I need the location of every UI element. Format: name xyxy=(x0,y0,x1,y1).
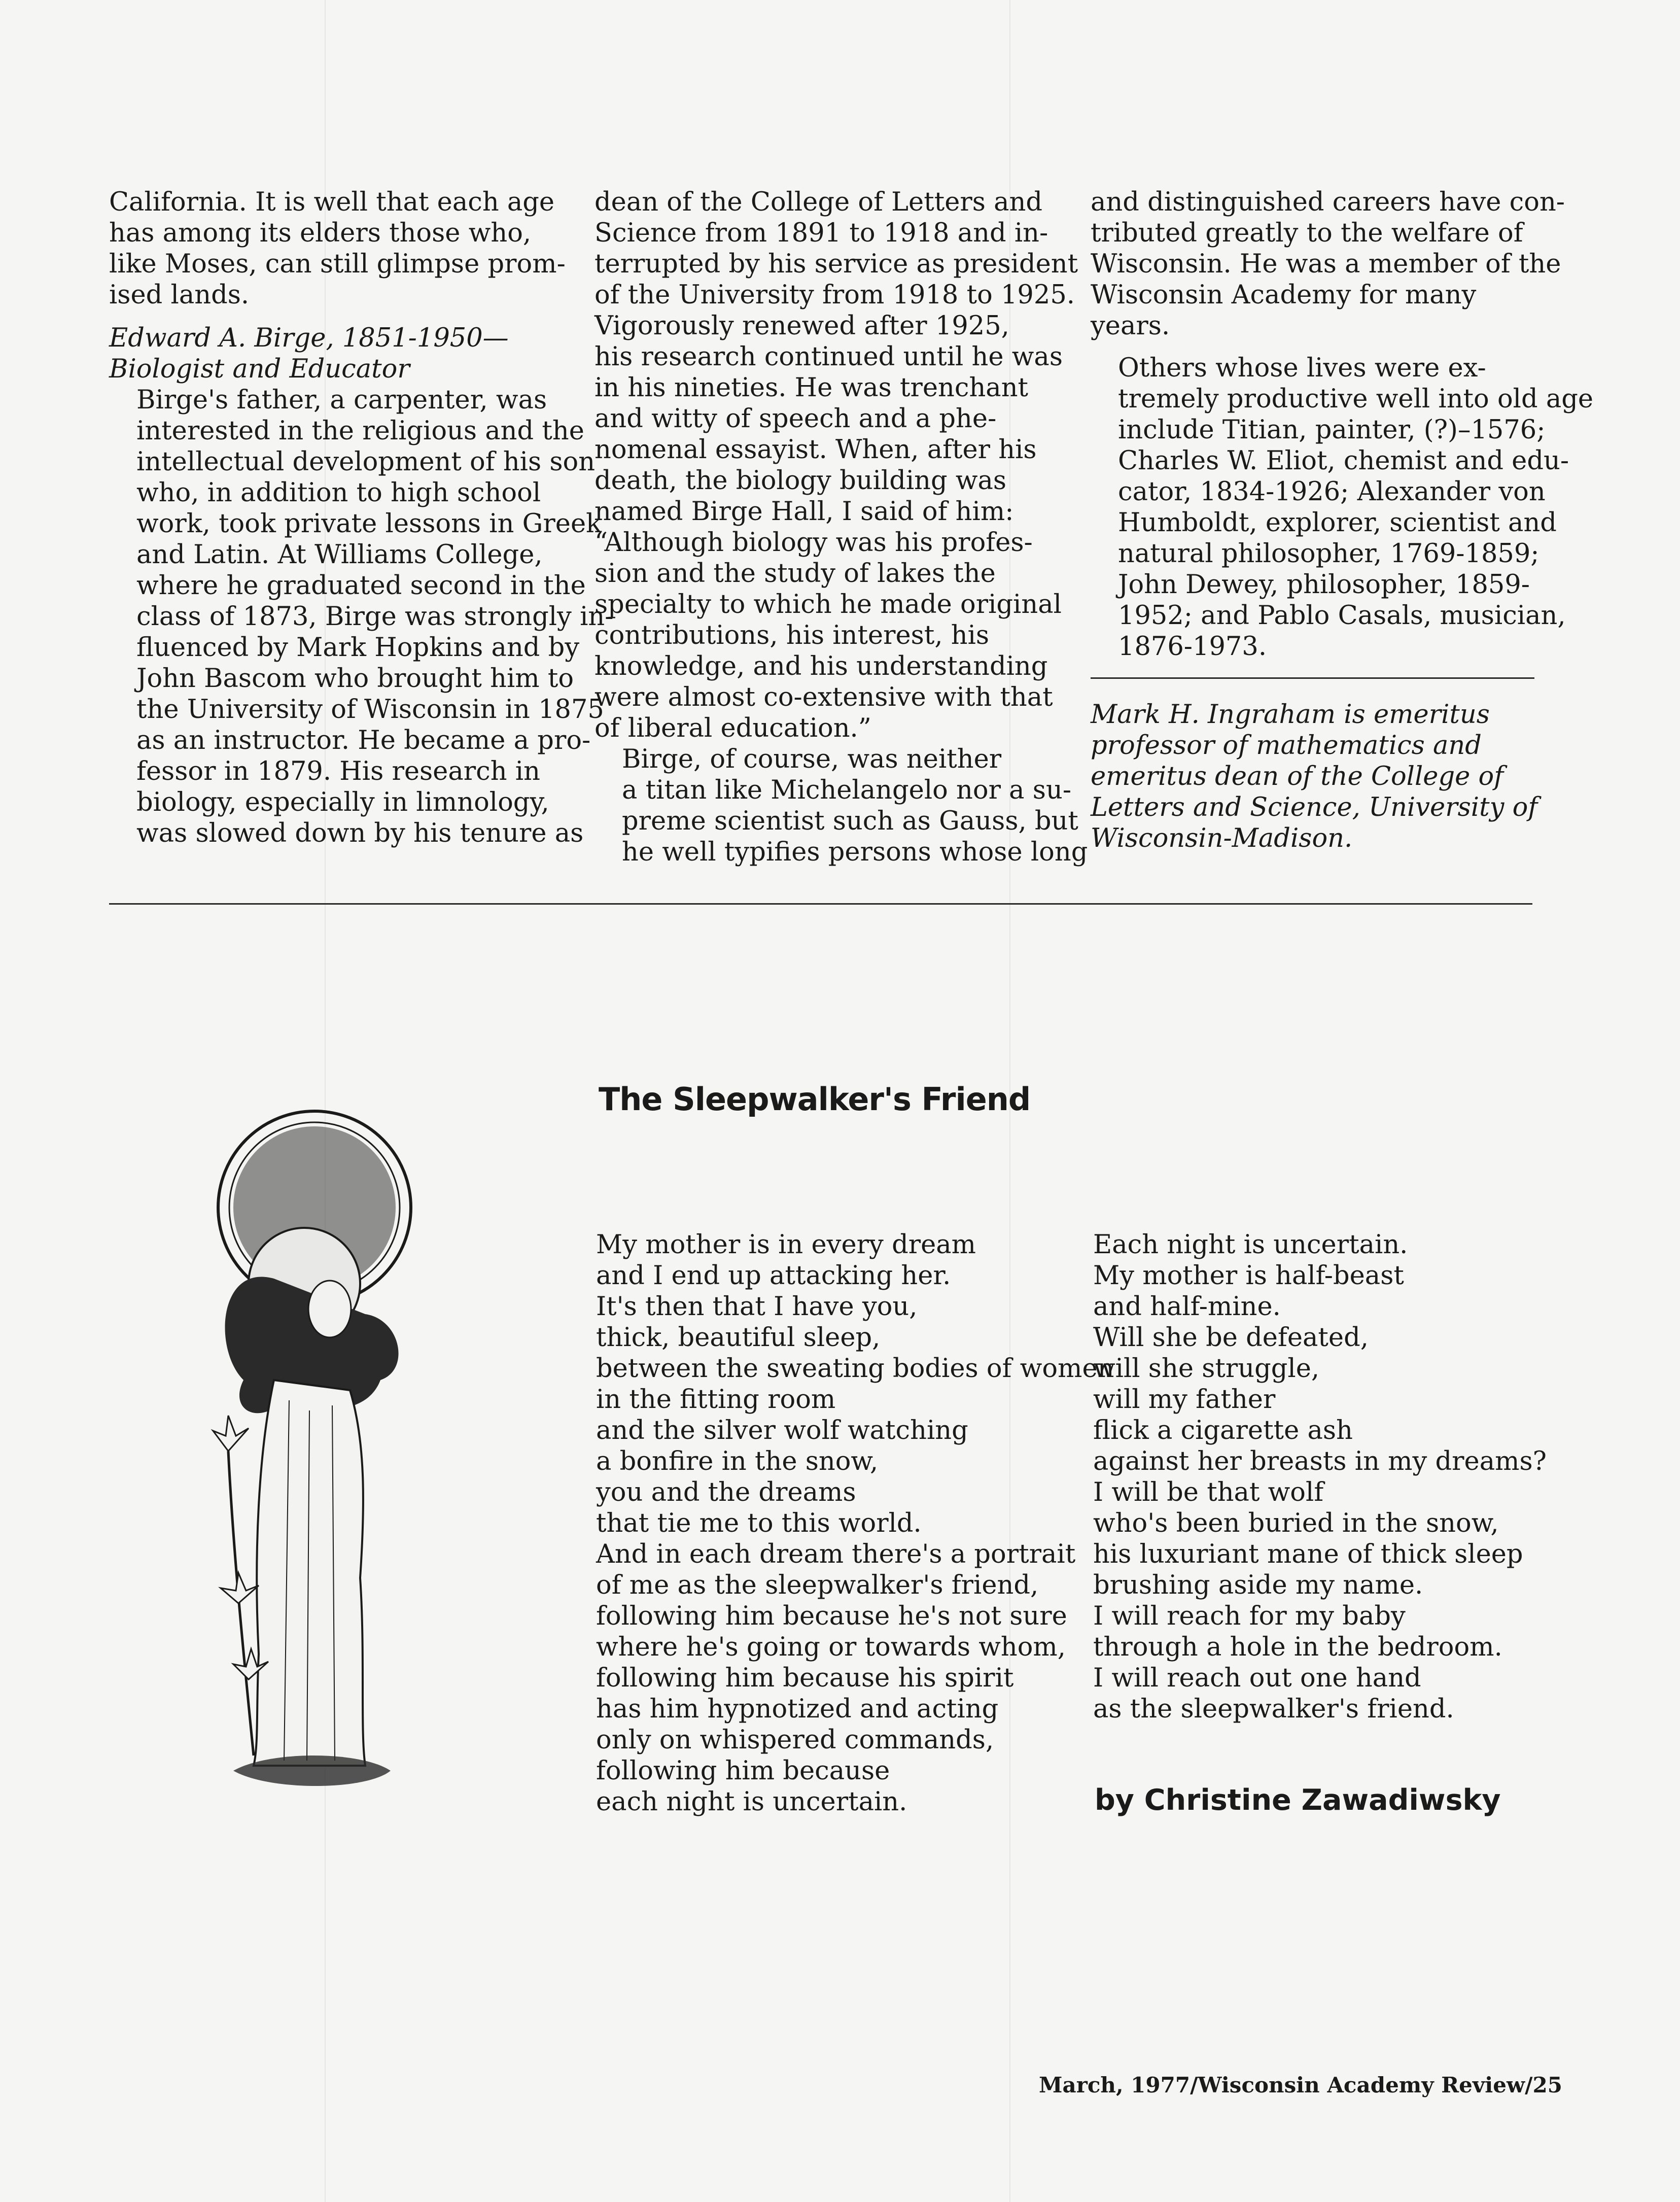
article-paragraph xyxy=(594,187,1088,744)
text-line: in the fitting room xyxy=(596,1385,836,1415)
text-line: Each night is uncertain. xyxy=(1093,1230,1408,1260)
text-line: “Although biology was his profes- xyxy=(594,528,1033,558)
text-line: brushing aside my name. xyxy=(1093,1570,1423,1600)
text-line: nomenal essayist. When, after his xyxy=(594,435,1037,465)
text-line: And in each dream there's a portrait xyxy=(596,1539,1076,1569)
divider-rule xyxy=(1091,677,1534,679)
text-line: sion and the study of lakes the xyxy=(594,559,996,589)
section-heading xyxy=(109,323,613,385)
text-line: Wisconsin Academy for many xyxy=(1091,280,1477,310)
text-line: Science from 1891 to 1918 and in- xyxy=(594,218,1048,248)
text-line: and the silver wolf watching xyxy=(596,1416,968,1446)
text-line: dean of the College of Letters and xyxy=(594,187,1043,217)
text-line: preme scientist such as Gauss, but xyxy=(622,806,1078,836)
text-line: will she struggle, xyxy=(1093,1354,1320,1384)
text-line: Vigorously renewed after 1925, xyxy=(594,311,1009,341)
text-line: and half-mine. xyxy=(1093,1292,1281,1322)
text-line: I will be that wolf xyxy=(1093,1477,1324,1507)
face xyxy=(308,1281,351,1337)
text-line: emeritus dean of the College of xyxy=(1091,762,1504,792)
text-line: where he's going or towards whom, xyxy=(596,1632,1066,1662)
text-line: I will reach for my baby xyxy=(1093,1601,1406,1631)
author-bio xyxy=(1091,699,1593,854)
text-line: My mother is half-beast xyxy=(1093,1261,1404,1291)
text-line: terrupted by his service as president xyxy=(594,249,1078,279)
text-line: I will reach out one hand xyxy=(1093,1663,1421,1693)
text-line: following him because his spirit xyxy=(596,1663,1014,1693)
poem-title: The Sleepwalker's Friend xyxy=(599,1081,1031,1118)
text-line: Birge's father, a carpenter, was xyxy=(136,385,547,415)
text-line: fessor in 1879. His research in xyxy=(136,756,540,786)
text-line: tremely productive well into old age xyxy=(1118,384,1594,414)
text-line: class of 1873, Birge was strongly in- xyxy=(136,602,614,632)
text-line: 1876-1973. xyxy=(1118,632,1267,662)
text-line: you and the dreams xyxy=(596,1477,856,1507)
text-line: Others whose lives were ex- xyxy=(1118,353,1486,383)
text-line: his luxuriant mane of thick sleep xyxy=(1093,1539,1523,1569)
text-line: Humboldt, explorer, scientist and xyxy=(1118,508,1557,538)
text-line: Wisconsin. He was a member of the xyxy=(1091,249,1561,279)
text-line: thick, beautiful sleep, xyxy=(596,1323,881,1353)
text-line: Mark H. Ingraham is emeritus xyxy=(1091,700,1490,730)
text-line: and witty of speech and a phe- xyxy=(594,404,997,434)
poem-stanza xyxy=(1093,1229,1547,1725)
text-line: years. xyxy=(1091,311,1170,341)
text-line: Biologist and Educator xyxy=(109,354,410,384)
article-column-3 xyxy=(1091,187,1593,854)
article-paragraph xyxy=(594,744,1088,868)
text-line: a titan like Michelangelo nor a su- xyxy=(622,775,1072,805)
text-line: cator, 1834-1926; Alexander von xyxy=(1118,477,1546,507)
text-line: of the University from 1918 to 1925. xyxy=(594,280,1075,310)
text-line: of me as the sleepwalker's friend, xyxy=(596,1570,1039,1600)
text-line: only on whispered commands, xyxy=(596,1725,994,1755)
text-line: each night is uncertain. xyxy=(596,1787,907,1817)
article-paragraph xyxy=(109,385,613,849)
text-line: John Bascom who brought him to xyxy=(136,664,574,694)
text-line: that tie me to this world. xyxy=(596,1508,922,1538)
poem-column-1 xyxy=(596,1229,1114,1817)
text-line: between the sweating bodies of women xyxy=(596,1354,1114,1384)
text-line: natural philosopher, 1769-1859; xyxy=(1118,539,1539,569)
text-line: named Birge Hall, I said of him: xyxy=(594,497,1014,527)
text-line: in his nineties. He was trenchant xyxy=(594,373,1029,403)
text-line: My mother is in every dream xyxy=(596,1230,976,1260)
text-line: a bonfire in the snow, xyxy=(596,1447,879,1476)
article-column-2 xyxy=(594,187,1088,868)
text-line: Letters and Science, University of xyxy=(1091,793,1538,822)
text-line: like Moses, can still glimpse prom- xyxy=(109,249,566,279)
text-line: include Titian, painter, (?)–1576; xyxy=(1118,415,1546,445)
text-line: through a hole in the bedroom. xyxy=(1093,1632,1502,1662)
text-line: California. It is well that each age xyxy=(109,187,555,217)
text-line: death, the biology building was xyxy=(594,466,1007,496)
text-line: of liberal education.” xyxy=(594,713,871,743)
text-line: has him hypnotized and acting xyxy=(596,1694,999,1724)
text-line: contributions, his interest, his xyxy=(594,621,990,650)
text-line: work, took private lessons in Greek xyxy=(136,509,602,539)
text-line: interested in the religious and the xyxy=(136,416,584,446)
text-line: who, in addition to high school xyxy=(136,478,541,508)
text-line: will my father xyxy=(1093,1385,1276,1415)
text-line: intellectual development of his son xyxy=(136,447,596,477)
text-line: specialty to which he made original xyxy=(594,590,1062,620)
article-paragraph xyxy=(1091,353,1593,662)
article-paragraph xyxy=(109,187,613,311)
text-line: 1952; and Pablo Casals, musician, xyxy=(1118,601,1566,631)
text-line: as an instructor. He became a pro- xyxy=(136,726,591,755)
section-divider xyxy=(109,903,1532,905)
text-line: It's then that I have you, xyxy=(596,1292,918,1322)
text-line: Charles W. Eliot, chemist and edu- xyxy=(1118,446,1569,476)
text-line: following him because he's not sure xyxy=(596,1601,1067,1631)
poem-byline: by Christine Zawadiwsky xyxy=(1095,1783,1501,1817)
text-line: Edward A. Birge, 1851-1950— xyxy=(109,323,509,353)
text-line: professor of mathematics and xyxy=(1091,731,1482,761)
text-line: following him because xyxy=(596,1756,890,1786)
text-line: Birge, of course, was neither xyxy=(622,744,1002,774)
text-line: he well typifies persons whose long xyxy=(622,837,1088,867)
text-line: tributed greatly to the welfare of xyxy=(1091,218,1523,248)
poem-column-2 xyxy=(1093,1229,1547,1725)
text-line: knowledge, and his understanding xyxy=(594,651,1048,681)
text-line: has among its elders those who, xyxy=(109,218,532,248)
text-line: flick a cigarette ash xyxy=(1093,1416,1353,1446)
page-footer: March, 1977/Wisconsin Academy Review/25 xyxy=(1039,2073,1562,2097)
text-line: Wisconsin-Madison. xyxy=(1091,823,1353,853)
text-line: against her breasts in my dreams? xyxy=(1093,1447,1547,1476)
text-line: his research continued until he was xyxy=(594,342,1063,372)
text-line: fluenced by Mark Hopkins and by xyxy=(136,633,580,663)
text-line: Will she be defeated, xyxy=(1093,1323,1369,1353)
poem-stanza xyxy=(596,1229,1114,1817)
text-line: and distinguished careers have con- xyxy=(1091,187,1565,217)
article-paragraph xyxy=(1091,187,1593,341)
art-nouveau-illustration xyxy=(198,1096,431,1796)
text-line: as the sleepwalker's friend. xyxy=(1093,1694,1454,1724)
text-line: and Latin. At Williams College, xyxy=(136,540,543,570)
text-line: was slowed down by his tenure as xyxy=(136,818,584,848)
text-line: the University of Wisconsin in 1875 xyxy=(136,695,604,725)
text-line: John Dewey, philosopher, 1859- xyxy=(1118,570,1530,600)
text-line: where he graduated second in the xyxy=(136,571,586,601)
text-line: were almost co-extensive with that xyxy=(594,682,1053,712)
text-line: biology, especially in limnology, xyxy=(136,787,549,817)
text-line: ised lands. xyxy=(109,280,250,310)
text-line: who's been buried in the snow, xyxy=(1093,1508,1499,1538)
text-line: and I end up attacking her. xyxy=(596,1261,951,1291)
lily-stem xyxy=(228,1451,254,1756)
article-column-1 xyxy=(109,187,613,849)
